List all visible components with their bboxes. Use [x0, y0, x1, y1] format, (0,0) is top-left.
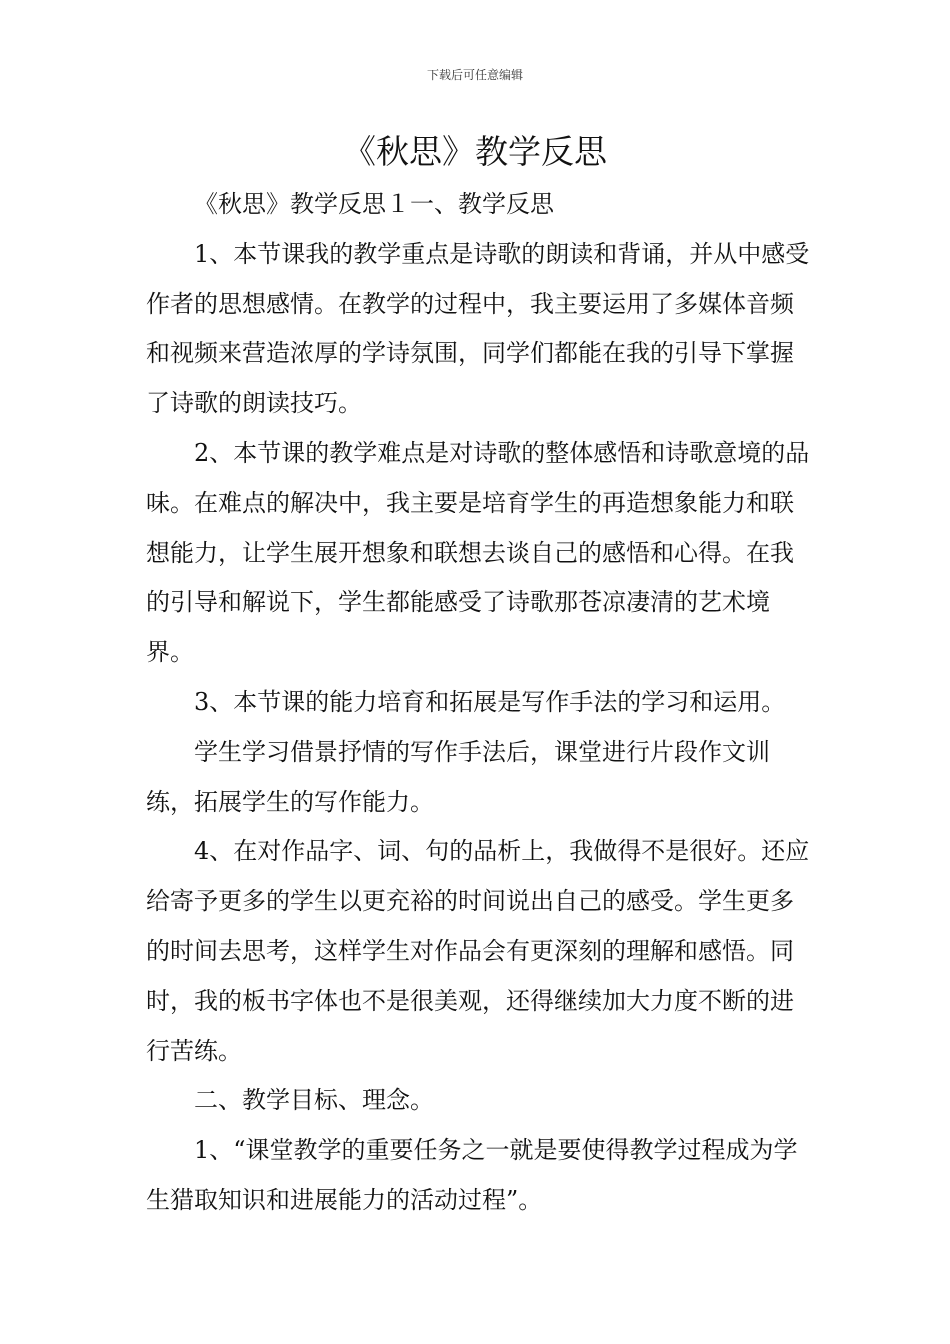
paragraph-point-4: 4、在对作品字、词、句的品析上，我做得不是很好。还应给寄予更多的学生以更充裕的时间说出自己的感受。学生更多的时间去思考，这样学生对作品会有更深刻的理解和感悟。同时，我的板书字体也不是很美观，还得继续加大力度不断的进行苦练。 — [146, 837, 810, 1065]
document-title: 《秋思》教学反思 — [343, 132, 607, 171]
section-heading-2: 二、教学目标、理念。 — [194, 1086, 434, 1115]
document-body — [146, 180, 814, 1226]
paragraph-point-2: 2、本节课的教学难点是对诗歌的整体感悟和诗歌意境的品味。在难点的解决中，我主要是培育学生的再造想象能力和联想能力，让学生展开想象和联想去谈自己的感悟和心得。在我的引导和解说下，学生都能感受了诗歌那苍凉凄清的艺术境界。 — [146, 438, 810, 667]
paragraph-point-1: 1、本节课我的教学重点是诗歌的朗读和背诵，并从中感受作者的思想感情。在教学的过程中，我主要运用了多媒体音频和视频来营造浓厚的学诗氛围，同学们都能在我的引导下掌握了诗歌的朗读技巧。 — [146, 239, 810, 418]
paragraph-intro: 《秋思》教学反思１一、教学反思 — [194, 190, 554, 218]
paragraph-point-3: 3、本节课的能力培育和拓展是写作手法的学习和运用。 — [194, 687, 786, 716]
paragraph-point-3-cont: 学生学习借景抒情的写作手法后，课堂进行片段作文训练，拓展学生的写作能力。 — [146, 737, 770, 816]
page-header-note: 下载后可任意编辑 — [426, 68, 523, 82]
paragraph-section-2-point-1: 1、“课堂教学的重要任务之一就是要使得教学过程成为学生猎取知识和进展能力的活动过程”。 — [146, 1136, 798, 1214]
